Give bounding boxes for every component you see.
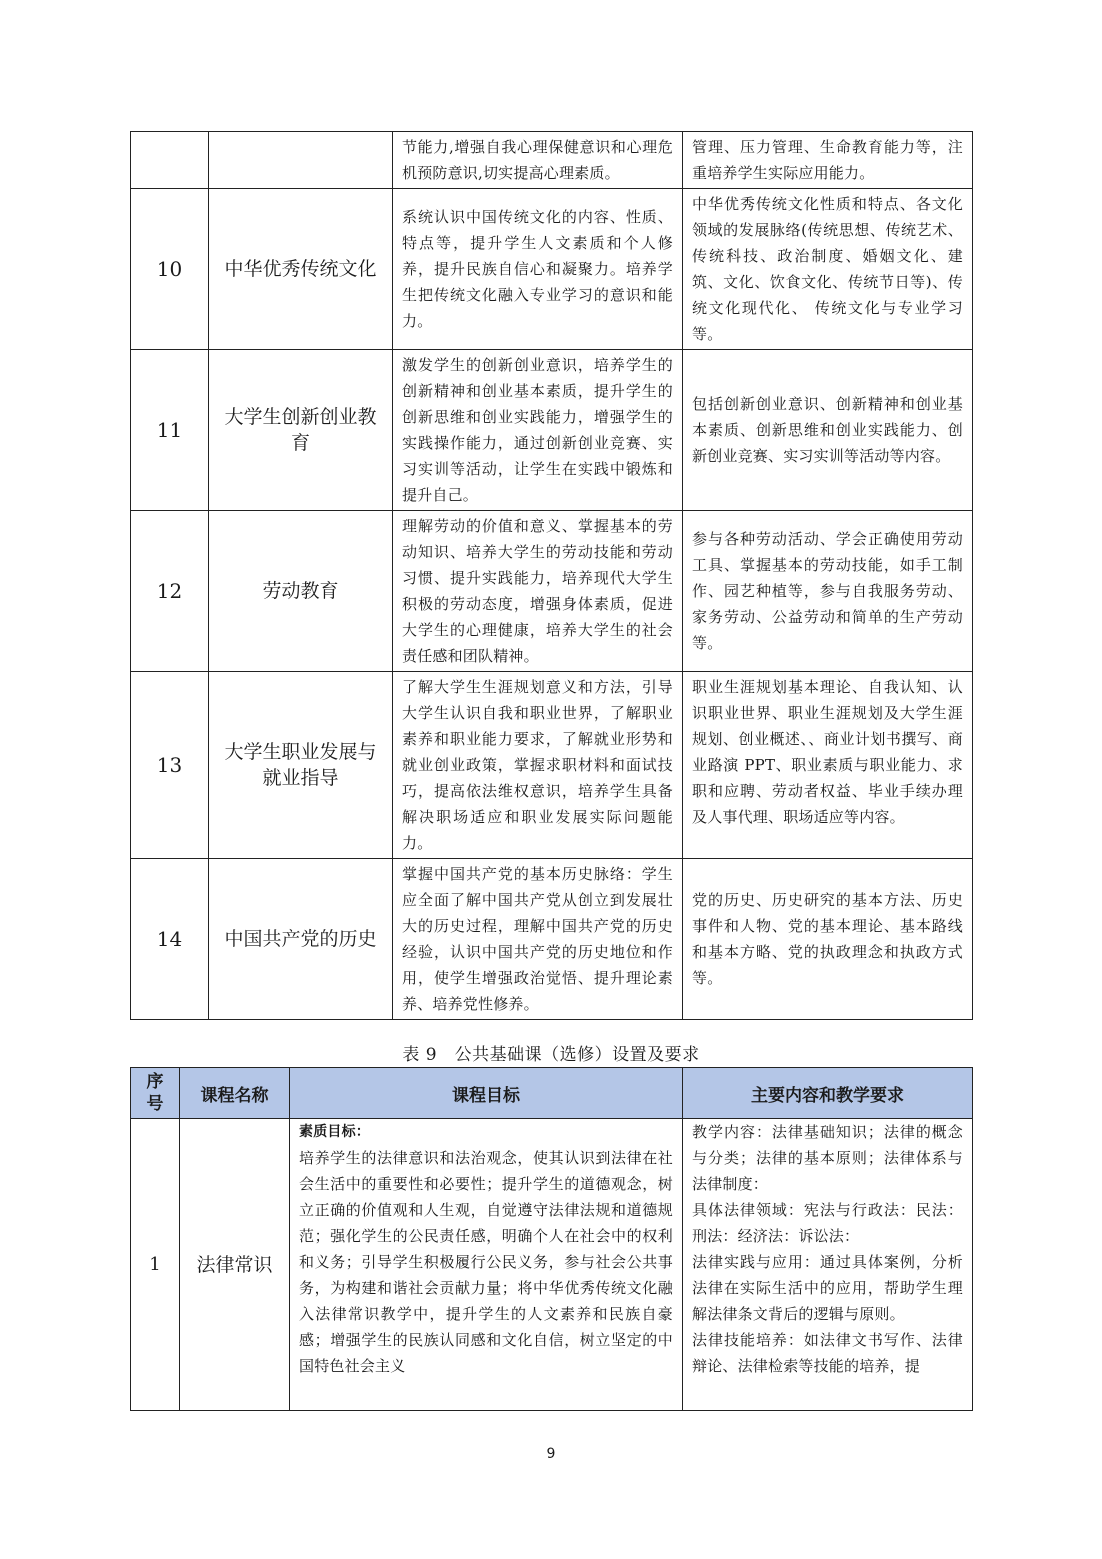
table-row xyxy=(131,859,973,1020)
row-number: 11 xyxy=(131,350,209,511)
content-line: 法律实践与应用：通过具体案例，分析法律在实际生活中的应用，帮助学生理解法律条文背后的逻辑与原则。 xyxy=(692,1253,963,1323)
course-goal: 掌握中国共产党的基本历史脉络：学生应全面了解中国共产党从创立到发展壮大的历史过程，理解中国共产党的历史经验，认识中国共产党的历史地位和作用，使学生增强政治觉悟、提升理论素养、培养党性修养。 xyxy=(393,859,683,1020)
course-goal-wrapper xyxy=(299,1119,673,1410)
row-number: 1 xyxy=(131,1119,180,1411)
table-9 xyxy=(130,1067,973,1411)
header-course-goal: 课程目标 xyxy=(290,1068,683,1119)
course-goal: 系统认识中国传统文化的内容、性质、特点等，提升学生人文素质和个人修养，提升民族自信心和凝聚力。培养学生把传统文化融入专业学习的意识和能力。 xyxy=(393,189,683,350)
course-name: 中华优秀传统文化 xyxy=(209,189,393,350)
table-row xyxy=(131,672,973,859)
row-number xyxy=(131,132,209,189)
table-row xyxy=(131,350,973,511)
course-name xyxy=(209,132,393,189)
course-name: 大学生职业发展与就业指导 xyxy=(209,672,393,859)
table-9-caption: 表 9 公共基础课（选修）设置及要求 xyxy=(402,1045,700,1065)
table-row xyxy=(131,1119,973,1411)
course-name: 劳动教育 xyxy=(209,511,393,672)
course-content: 包括创新创业意识、创新精神和创业基本素质、创新思维和创业实践能力、创新创业竞赛、实习实训等活动等内容。 xyxy=(683,350,973,511)
course-content-wrapper xyxy=(692,1119,963,1410)
course-content: 中华优秀传统文化性质和特点、各文化领域的发展脉络(传统思想、传统艺术、传统科技、政治制度、婚姻文化、建筑、文化、饮食文化、传统节日等)、传统文化现代化、 传统文化与专业学习等。 xyxy=(683,189,973,350)
header-seq-line2: 号 xyxy=(146,1094,164,1114)
goal-label: 素质目标： xyxy=(299,1124,370,1140)
course-name: 中国共产党的历史 xyxy=(209,859,393,1020)
row-number: 10 xyxy=(131,189,209,350)
course-name: 大学生创新创业教育 xyxy=(209,350,393,511)
course-goal: 理解劳动的价值和意义、掌握基本的劳动知识、培养大学生的劳动技能和劳动习惯、提升实践能力，培养现代大学生积极的劳动态度，增强身体素质，促进大学生的心理健康，培养大学生的社会责任感和团队精神。 xyxy=(393,511,683,672)
header-course-name: 课程名称 xyxy=(180,1068,290,1119)
table-header-row xyxy=(131,1068,973,1119)
row-number: 14 xyxy=(131,859,209,1020)
table-row xyxy=(131,132,973,189)
course-goal: 激发学生的创新创业意识，培养学生的创新精神和创业基本素质，提升学生的创新思维和创业实践能力，增强学生的实践操作能力，通过创新创业竞赛、实习实训等活动，让学生在实践中锻炼和提升自己。 xyxy=(393,350,683,511)
course-goal-cell xyxy=(290,1119,683,1411)
course-content: 党的历史、历史研究的基本方法、历史事件和人物、党的基本理论、基本路线和基本方略、党的执政理念和执政方式等。 xyxy=(683,859,973,1020)
course-goal: 了解大学生生涯规划意义和方法，引导大学生认识自我和职业世界，了解职业素养和职业能力要求，了解就业形势和就业创业政策，掌握求职材料和面试技巧，提高依法维权意识，培养学生具备解决职场适应和职业发展实际问题能力。 xyxy=(393,672,683,859)
course-goal: 节能力,增强自我心理保健意识和心理危机预防意识,切实提高心理素质。 xyxy=(393,132,683,189)
table-row xyxy=(131,511,973,672)
content-line: 具体法律领域：宪法与行政法：民法：刑法：经济法：诉讼法： xyxy=(692,1201,963,1245)
course-content: 管理、压力管理、生命教育能力等，注重培养学生实际应用能力。 xyxy=(683,132,973,189)
row-number: 12 xyxy=(131,511,209,672)
table-row xyxy=(131,189,973,350)
header-seq-line1: 序 xyxy=(146,1072,164,1092)
page-number: 9 xyxy=(546,1446,556,1462)
content-line: 法律技能培养：如法律文书写作、法律辩论、法律检索等技能的培养，提 xyxy=(692,1331,963,1375)
course-content: 参与各种劳动活动、学会正确使用劳动工具、掌握基本的劳动技能，如手工制作、园艺种植等，参与自我服务劳动、家务劳动、公益劳动和简单的生产劳动等。 xyxy=(683,511,973,672)
content-line: 教学内容：法律基础知识；法律的概念与分类；法律的基本原则；法律体系与法律制度： xyxy=(692,1123,963,1193)
table-8-continued xyxy=(130,131,973,1020)
header-seq xyxy=(131,1068,180,1119)
course-content: 职业生涯规划基本理论、自我认知、认识职业世界、职业生涯规划及大学生涯规划、创业概述、、商业计划书撰写、商业路演 PPT、职业素质与职业能力、求职和应聘、劳动者权益、毕业手续办理及人事代理、职场适应等内容。 xyxy=(683,672,973,859)
row-number: 13 xyxy=(131,672,209,859)
course-content-cell xyxy=(683,1119,973,1411)
course-goal: 培养学生的法律意识和法治观念，使其认识到法律在社会生活中的重要性和必要性；提升学生的道德观念，树立正确的价值观和人生观，自觉遵守法律法规和道德规范；强化学生的公民责任感，明确个人在社会中的权利和义务；引导学生积极履行公民义务，参与社会公共事务，为构建和谐社会贡献力量；将中华优秀传统文化融入法律常识教学中，提升学生的人文素养和民族自豪感；增强学生的民族认同感和文化自信，树立坚定的中国特色社会主义 xyxy=(299,1149,673,1375)
course-name: 法律常识 xyxy=(180,1119,290,1411)
header-course-content: 主要内容和教学要求 xyxy=(683,1068,973,1119)
